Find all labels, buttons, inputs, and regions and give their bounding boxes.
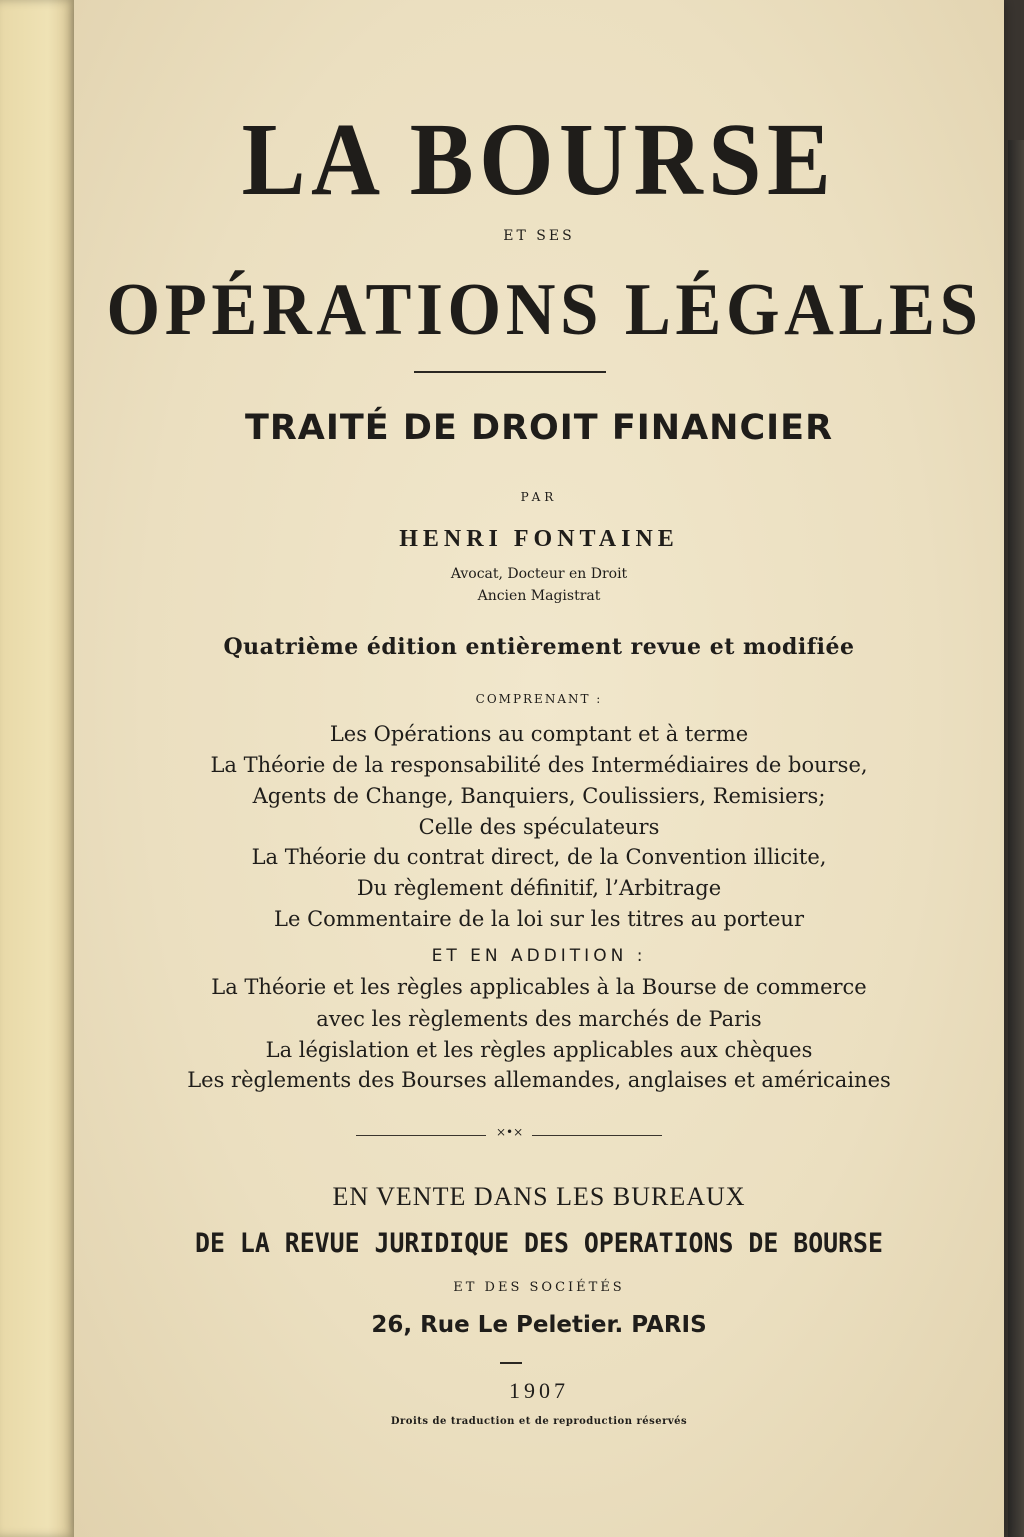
title-divider [414,371,606,373]
publisher-name: DE LA REVUE JURIDIQUE DES OPERATIONS DE BOURSE [195,1228,883,1259]
publisher-line: EN VENTE DANS LES BUREAUX [332,1182,746,1211]
book-title-continued: OPÉRATIONS LÉGALES [106,269,983,351]
addition-line: La législation et les règles applicables aux chèques [265,1038,813,1062]
addition-line: La Théorie et les règles applicables à la Bourse de commerce [211,975,867,999]
addition-line: Les règlements des Bourses allemandes, anglaises et américaines [187,1068,891,1092]
contents-line: Du règlement définitif, l’Arbitrage [356,876,722,900]
year-divider [500,1362,522,1364]
author-name: HENRI FONTAINE [399,526,679,552]
addition-label: ET EN ADDITION : [431,946,647,966]
rights-notice: Droits de traduction et de reproduction réservés [390,1416,688,1427]
contents-label: COMPRENANT : [475,692,603,706]
contents-line: Agents de Change, Banquiers, Coulissiers, Remisiers; [252,784,826,808]
contents-line: La Théorie du contrat direct, de la Convention illicite, [251,845,827,869]
by-label: PAR [520,490,558,504]
ornament-rule-right [532,1135,662,1136]
contents-line: Celle des spéculateurs [418,815,660,839]
publisher-line: ET DES SOCIÉTÉS [453,1280,625,1295]
previous-page-edge [0,0,80,1537]
ornament-rule-left [356,1135,486,1136]
contents-line: Le Commentaire de la loi sur les titres au porteur [274,907,804,931]
publication-year: 1907 [509,1378,569,1403]
title-connector: ET SES [503,228,575,244]
addition-line: avec les règlements des marchés de Paris [316,1007,762,1031]
book-subtitle: TRAITÉ DE DROIT FINANCIER [244,408,834,448]
author-credential: Avocat, Docteur en Droit [450,566,628,582]
ornament-glyph: ⨯•⨯ [496,1125,524,1139]
author-credential: Ancien Magistrat [477,588,601,604]
ornament-divider [356,1125,662,1141]
edition-note: Quatrième édition entièrement revue et modifiée [223,634,855,660]
book-title: LA BOURSE [241,102,837,217]
contents-line: La Théorie de la responsabilité des Intermédiaires de bourse, [210,753,868,777]
book-cover-edge [1008,140,1024,1537]
contents-line: Les Opérations au comptant et à terme [329,722,749,746]
publisher-address: 26, Rue Le Peletier. PARIS [371,1312,707,1338]
title-page [74,0,1004,1537]
